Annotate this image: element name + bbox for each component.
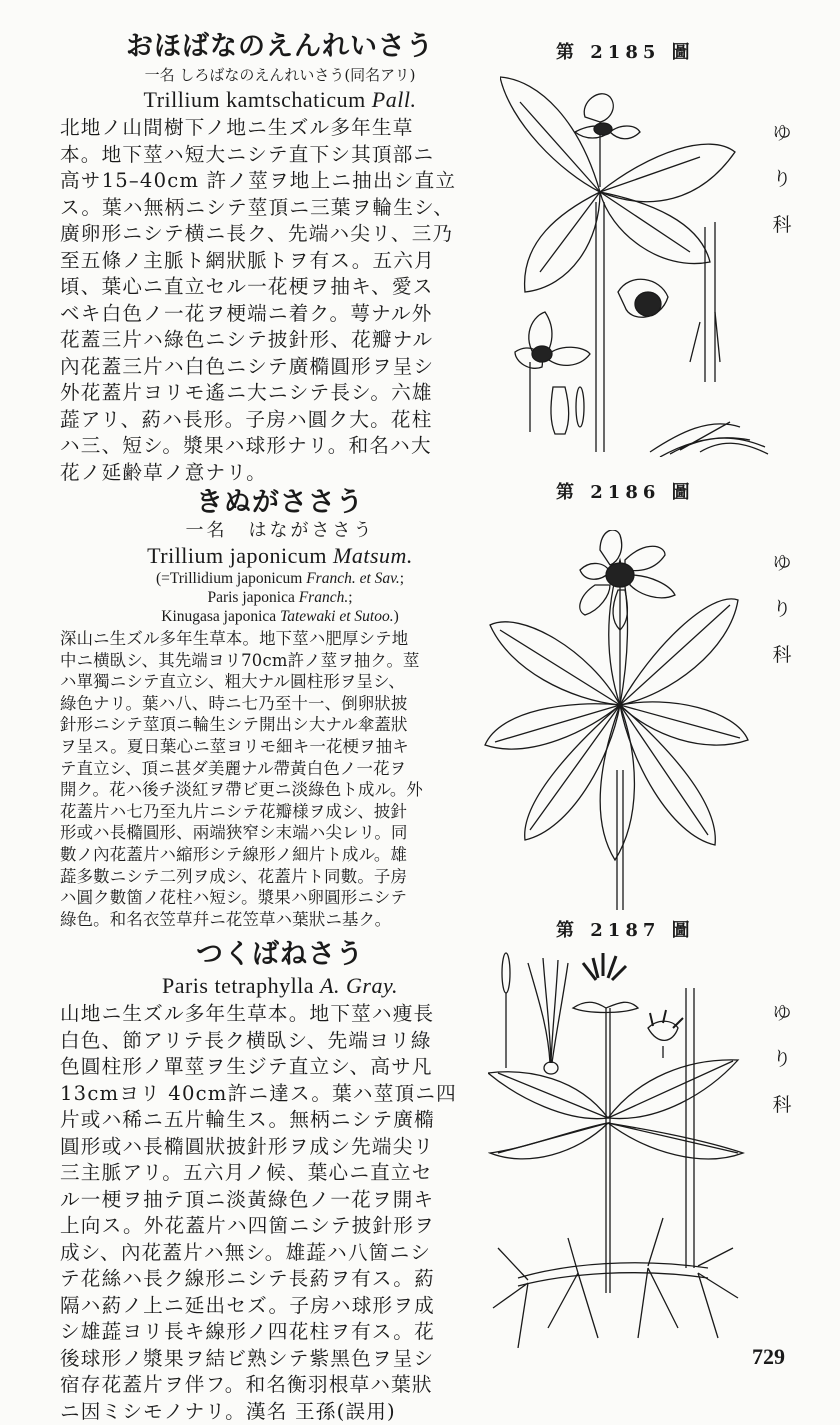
description-line: 三主脈アリ。五六月ノ候、葉心ニ直立セ [60,1160,500,1187]
japanese-name: おほばなのえんれいさう [60,30,500,64]
description-line: ル一梗ヲ抽テ頂ニ淡黃綠色ノ一花ヲ開キ [60,1187,500,1214]
description-line: 開ク。花ハ後チ淡紅ヲ帶ビ更ニ淡綠色ト成ル。外 [60,779,500,801]
illustration-trillium-japonicum [480,530,760,910]
entry-2185 [60,30,500,486]
description-line: 山地ニ生ズル多年生草本。地下莖ハ痩長 [60,1001,500,1028]
synonym-author: Franch. et Sav. [306,570,400,587]
description-line: シ雄蕋ヨリ長キ線形ノ四花柱ヲ有ス。花 [60,1319,500,1346]
synonym-author: Tatewaki et Sutoo. [280,608,394,625]
synonym-name: Kinugasa japonica [161,608,276,625]
alternate-name: 一名 はながささう [60,520,500,542]
description-line: ハ單獨ニシテ直立シ、粗大ナル圓柱形ヲ呈シ、 [60,671,500,693]
scientific-name-genus-species: Trillium japonicum [147,543,327,568]
description-line: 花ノ延齢草ノ意ナリ。 [60,460,500,487]
family-char: ゆ [770,990,794,1036]
description [60,1001,500,1425]
description-line: 綠色。和名衣笠草幷ニ花笠草ハ葉狀ニ基ク。 [60,909,500,931]
entry-2187 [60,938,500,1425]
description-line: 本。地下莖ハ短大ニシテ直下シ其頂部ニ [60,142,500,169]
description [60,628,500,930]
description-line: 後球形ノ漿果ヲ結ビ熟シテ紫黑色ヲ呈シ [60,1346,500,1373]
synonym-name: Paris japonica [207,589,294,606]
family-char: 科 [770,1082,794,1128]
description-line: 廣卵形ニシテ横ニ長ク、先端ハ尖リ、三乃 [60,221,500,248]
synonym [60,569,500,588]
description-line: 頃、葉心ニ直立セル一花梗ヲ抽キ、愛ス [60,274,500,301]
scientific-name-author: Pall. [372,87,417,112]
description-line: テ花絲ハ長ク線形ニシテ長葯ヲ有ス。葯 [60,1266,500,1293]
scientific-name [60,972,500,999]
description-line: 深山ニ生ズル多年生草本。地下莖ハ肥厚シテ地 [60,628,500,650]
description-line: ハ三、短シ。漿果ハ球形ナリ。和名ハ大 [60,433,500,460]
family-char: 科 [770,202,794,248]
scientific-name-genus-species: Paris tetraphylla [162,973,314,998]
synonym [60,588,500,607]
description-line: ニ因ミシモノナリ。漢名 王孫(誤用) [60,1399,500,1425]
description-line: 上向ス。外花蓋片ハ四箇ニシテ披針形ヲ [60,1213,500,1240]
figure-label-2186: 第 2186 圖 [556,478,695,504]
description-line: 針形ニシテ莖頂ニ輪生シテ開出シ大ナル傘蓋狀 [60,714,500,736]
description-line: 13cmヨリ 40cm許ニ達ス。葉ハ莖頂ニ四 [60,1081,500,1108]
illustration-trillium-kamtschaticum [500,62,770,457]
family-char: り [770,1036,794,1082]
synonym-author: Franch. [299,589,349,606]
family-label [770,540,794,678]
scientific-name-author: Matsum. [333,543,413,568]
family-char: ゆ [770,110,794,156]
description-line: 外花蓋片ヨリモ遙ニ大ニシテ長シ。六雄 [60,380,500,407]
synonym [60,607,500,626]
description-line: 蕋アリ、葯ハ長形。子房ハ圓ク大。花柱 [60,407,500,434]
synonym-punct: ) [394,608,399,625]
description-line: 綠色ナリ。葉ハ八、時ニ七乃至十一、倒卵狀披 [60,693,500,715]
scientific-name [60,542,500,569]
family-label [770,990,794,1128]
description-line: 至五條ノ主脈ト網狀脈トヲ有ス。五六月 [60,248,500,275]
description-line: ス。葉ハ無柄ニシテ莖頂ニ三葉ヲ輪生シ、 [60,195,500,222]
description-line: 隔ハ葯ノ上ニ延出セズ。子房ハ球形ヲ成 [60,1293,500,1320]
family-char: り [770,156,794,202]
figure-label-2185: 第 2185 圖 [556,38,695,64]
description-line: 形或ハ長橢圓形、兩端狹窄シ末端ハ尖レリ。同 [60,822,500,844]
family-char: 科 [770,632,794,678]
description-line: 北地ノ山間樹下ノ地ニ生ズル多年生草 [60,115,500,142]
description-line: ハ圓ク數箇ノ花柱ハ短シ。漿果ハ卵圓形ニシテ [60,887,500,909]
description [60,115,500,486]
family-char: ゆ [770,540,794,586]
illustration-paris-tetraphylla [488,948,748,1348]
description-line: 色圓柱形ノ單莖ヲ生ジテ直立シ、高サ凡 [60,1054,500,1081]
synonym-punct: ; [348,589,352,606]
description-line: 中ニ横臥シ、其先端ヨリ70cm許ノ莖ヲ抽ク。莖 [60,650,500,672]
description-line: 宿存花蓋片ヲ伴フ。和名衡羽根草ハ葉狀 [60,1372,500,1399]
description-line: 花蓋三片ハ綠色ニシテ披針形、花瓣ナル [60,327,500,354]
description-line: 圓形或ハ長橢圓狀披針形ヲ成シ先端尖リ [60,1134,500,1161]
description-line: 白色、節アリテ長ク横臥シ、先端ヨリ綠 [60,1028,500,1055]
description-line: テ直立シ、頂ニ甚ダ美麗ナル帶黃白色ノ一花ヲ [60,758,500,780]
family-char: り [770,586,794,632]
entry-2186 [60,486,500,930]
description-line: 蕋多數ニシテ二列ヲ成シ、花蓋片ト同數。子房 [60,866,500,888]
figure-label-2187: 第 2187 圖 [556,916,695,942]
synonym-punct: ; [400,570,404,587]
family-label [770,110,794,248]
alternate-name: 一名 しろばなのえんれいさう(同名アリ) [60,64,500,86]
description-line: 花蓋片ハ七乃至九片ニシテ花瓣様ヲ成シ、披針 [60,801,500,823]
description-line: ヲ呈ス。夏日葉心ニ莖ヨリモ細キ一花梗ヲ抽キ [60,736,500,758]
synonym-name: (=Trillidium japonicum [156,570,302,587]
japanese-name: きぬがささう [60,486,500,520]
description-line: ベキ白色ノ一花ヲ梗端ニ着ク。萼ナル外 [60,301,500,328]
scientific-name-genus-species: Trillium kamtschaticum [144,87,366,112]
description-line: 成シ、內花蓋片ハ無シ。雄蕋ハ八箇ニシ [60,1240,500,1267]
japanese-name: つくばねさう [60,938,500,972]
scientific-name-author: A. Gray. [320,973,398,998]
page-number: 729 [752,1344,785,1370]
scientific-name [60,86,500,113]
description-line: 數ノ內花蓋片ハ縮形シテ線形ノ細片ト成ル。雄 [60,844,500,866]
description-line: 高サ15–40cm 許ノ莖ヲ地上ニ抽出シ直立 [60,168,500,195]
description-line: 內花蓋三片ハ白色ニシテ廣橢圓形ヲ呈シ [60,354,500,381]
description-line: 片或ハ稀ニ五片輪生ス。無柄ニシテ廣橢 [60,1107,500,1134]
